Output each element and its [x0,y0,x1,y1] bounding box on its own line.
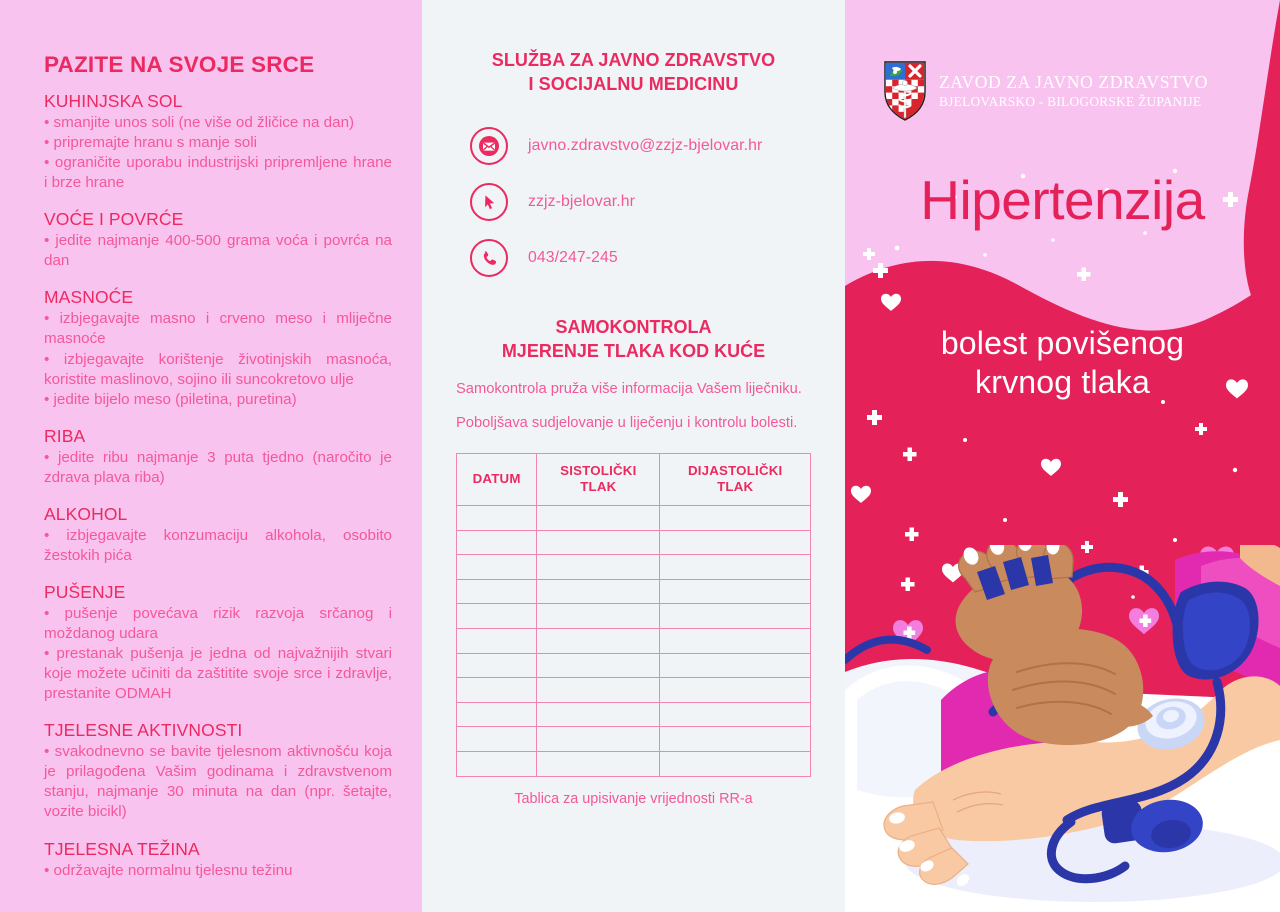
envelope-icon [470,127,508,165]
table-cell[interactable] [660,678,811,703]
contact-item-website[interactable] [470,183,811,221]
advice-section [44,582,392,704]
table-column-header [537,453,660,505]
table-row [457,555,811,580]
advice-section-heading: TJELESNA TEŽINA [44,838,200,859]
table-cell[interactable] [537,727,660,752]
website-value: zzjz-bjelovar.hr [528,192,635,210]
advice-section-heading: MASNOĆE [44,287,134,308]
cover-title: Hipertenzija [920,169,1205,231]
advice-section-heading: TJELESNE AKTIVNOSTI [44,720,243,741]
table-cell[interactable] [537,506,660,531]
email-value: javno.zdravstvo@zzjz-bjelovar.hr [528,136,763,154]
contact-list [456,127,811,277]
advice-section-heading: RIBA [44,425,86,446]
table-cell[interactable] [537,702,660,727]
advice-item: • prestanak pušenja je jedna od najvažnijih stvari koje možete učiniti da zaštitite svoje srce i zdravlje, prestanite ODMAH [44,644,392,704]
table-cell[interactable] [457,752,537,777]
advice-section-body [44,309,392,409]
table-cell[interactable] [457,727,537,752]
advice-section [44,209,392,271]
advice-section-heading: KUHINJSKA SOL [44,91,183,111]
table-row [457,727,811,752]
selfcheck-heading-line1: SAMOKONTROLA [555,316,712,337]
phone-icon [470,239,508,277]
table-cell[interactable] [537,752,660,777]
table-row [457,530,811,555]
middle-panel [422,0,845,912]
table-cell[interactable] [457,579,537,604]
cover-artwork [845,0,1280,912]
table-cell[interactable] [457,506,537,531]
table-cell[interactable] [660,555,811,580]
table-cell[interactable] [457,555,537,580]
table-row [457,629,811,654]
advice-section-heading: ALKOHOL [44,503,128,524]
table-cell[interactable] [457,530,537,555]
table-cell[interactable] [457,702,537,727]
table-cell[interactable] [660,506,811,531]
table-cell[interactable] [660,604,811,629]
advice-item: • svakodnevno se bavite tjelesnom aktivnošću koja je prilagođena Vašim godinama i zdravstvenom stanju, najmanje 30 minuta na dan (npr. šetajte, vozite bicikl) [44,742,392,822]
advice-item: • održavajte normalnu tjelesnu težinu [44,861,392,881]
institute-name-line1: ZAVOD ZA JAVNO ZDRAVSTVO [939,71,1209,92]
table-cell[interactable] [457,629,537,654]
table-row [457,678,811,703]
selfcheck-paragraph-1: Samokontrola pruža više informacija Vašem liječniku. [456,381,802,398]
department-heading-line1: SLUŽBA ZA JAVNO ZDRAVSTVO [491,50,776,70]
selfcheck-paragraph-2: Poboljšava sudjelovanje u liječenju i kontrolu bolesti. [456,415,798,432]
table-row [457,653,811,678]
contact-item-phone[interactable] [470,239,811,277]
advice-section [44,91,392,193]
table-cell[interactable] [660,702,811,727]
table-cell[interactable] [457,653,537,678]
advice-section-body [44,604,392,704]
advice-section-body [44,231,392,271]
table-cell[interactable] [537,653,660,678]
table-body [457,506,811,777]
table-column-header-line: SISTOLIČKI [560,462,637,478]
left-panel-title: PAZITE NA SVOJE SRCE [44,52,315,77]
advice-section-body [44,526,392,566]
contact-item-email[interactable] [470,127,811,165]
advice-item: • jedite bijelo meso (piletina, puretina) [44,390,392,410]
cursor-icon [470,183,508,221]
heart-care-sections [44,91,392,881]
advice-item: • jedite najmanje 400-500 grama voća i povrća na dan [44,231,392,271]
table-head [457,453,811,505]
advice-item: • pušenje povećava rizik razvoja srčanog i moždanog udara [44,604,392,644]
table-cell[interactable] [457,678,537,703]
advice-section [44,287,392,409]
left-panel [0,0,422,912]
advice-item: • smanjite unos soli (ne više od žličice na dan) [44,113,392,133]
table-caption: Tablica za upisivanje vrijednosti RR-a [514,790,753,807]
right-panel [845,0,1280,912]
table-column-header-line: TLAK [717,479,754,495]
table-cell[interactable] [457,604,537,629]
table-cell[interactable] [537,678,660,703]
advice-item: • pripremajte hranu s manje soli [44,133,392,153]
advice-item: • ograničite uporabu industrijski pripremljene hrane i brze hrane [44,153,392,193]
table-cell[interactable] [537,629,660,654]
table-row [457,579,811,604]
table-column-header-line: TLAK [580,479,617,495]
table-cell[interactable] [660,653,811,678]
table-cell[interactable] [660,530,811,555]
department-heading [456,48,811,97]
advice-item: • izbjegavajte konzumaciju alkohola, osobito žestokih pića [44,526,392,566]
table-row [457,752,811,777]
department-heading-line2: I SOCIJALNU MEDICINU [528,74,739,95]
table-cell[interactable] [660,579,811,604]
table-column-header [457,453,537,505]
cover-subtitle-line1: bolest povišenog [940,325,1185,361]
institute-logo [883,60,1208,122]
table-row [457,506,811,531]
advice-item: • jedite ribu najmanje 3 puta tjedno (naročito je zdrava plava riba) [44,448,392,488]
table-cell[interactable] [660,629,811,654]
selfcheck-heading [456,315,811,364]
advice-section-heading: VOĆE I POVRĆE [44,209,184,230]
advice-item: • izbjegavajte masno i crveno meso i mliječne masnoće [44,309,392,349]
advice-section-body [44,742,392,822]
table-cell[interactable] [537,579,660,604]
cover-subtitle [845,324,1280,402]
table-cell[interactable] [537,604,660,629]
cover-subtitle-line2: krvnog tlaka [975,364,1150,401]
advice-item: • izbjegavajte korištenje životinjskih masnoća, koristite maslinovo, sojino ili suncokretovo ulje [44,350,392,390]
advice-section-body [44,113,392,193]
table-cell[interactable] [537,555,660,580]
table-cell[interactable] [660,727,811,752]
table-column-header-line: DATUM [472,471,521,487]
table-header-row [457,453,811,505]
table-column-header [660,453,811,505]
table-cell[interactable] [537,530,660,555]
institute-name-line2: BJELOVARSKO - BILOGORSKE ŽUPANIJE [939,93,1202,109]
table-column-header-line: DIJASTOLIČKI [687,462,783,478]
advice-section [44,839,392,881]
advice-section [44,720,392,822]
advice-section-body [44,448,392,488]
advice-section [44,426,392,488]
advice-section [44,504,392,566]
table-cell[interactable] [660,752,811,777]
table-row [457,702,811,727]
table-row [457,604,811,629]
selfcheck-heading-line2: MJERENJE TLAKA KOD KUĆE [501,340,766,361]
phone-value: 043/247-245 [528,248,618,266]
coat-of-arms-shield-icon [883,60,927,122]
advice-section-heading: PUŠENJE [44,581,126,602]
institute-name [939,73,1208,110]
blood-pressure-table [456,453,811,777]
advice-section-body [44,861,392,881]
